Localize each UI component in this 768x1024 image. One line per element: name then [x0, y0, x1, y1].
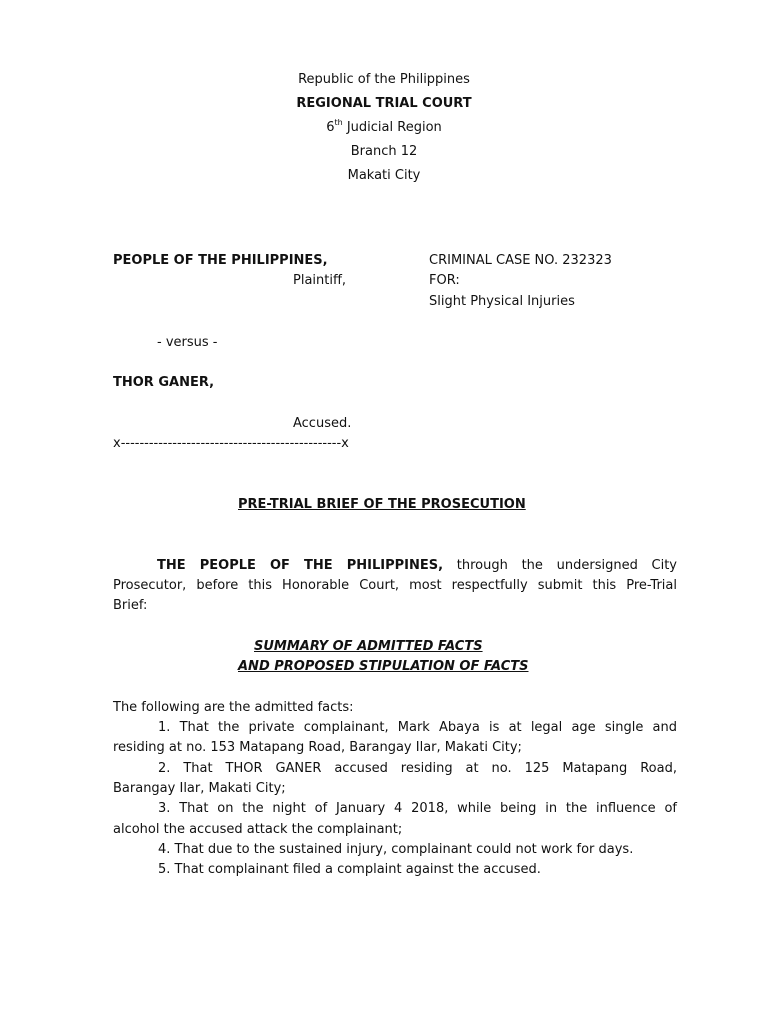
facts-lead: The following are the admitted facts:	[113, 700, 354, 715]
branch-heading: Branch 12	[350, 144, 418, 159]
section-heading-1: SUMMARY OF ADMITTED FACTS	[254, 639, 483, 654]
caption-separator: x-----------------------------------------------x	[113, 436, 349, 451]
region-text: Judicial Region	[342, 120, 442, 135]
fact-3-line-2: alcohol the accused attack the complainant;	[113, 822, 403, 837]
fact-2-line-2: Barangay Ilar, Makati City;	[113, 781, 286, 796]
plaintiff-name: PEOPLE OF THE PHILIPPINES,	[113, 253, 328, 268]
section-heading-2: AND PROPOSED STIPULATION OF FACTS	[238, 659, 529, 674]
plaintiff-role: Plaintiff,	[293, 273, 347, 288]
region-number: 6	[326, 120, 335, 135]
intro-line-3: Brief:	[113, 598, 148, 613]
intro-line-1-rest: through the undersigned City	[443, 558, 678, 573]
court-heading: REGIONAL TRIAL COURT	[296, 96, 472, 111]
fact-2-line-1: 2. That THOR GANER accused residing at no. 125 Matapang Road,	[158, 761, 677, 776]
fact-1-line-2: residing at no. 153 Matapang Road, Barangay Ilar, Makati City;	[113, 740, 522, 755]
document-title: PRE-TRIAL BRIEF OF THE PROSECUTION	[238, 497, 526, 512]
accused-role: Accused.	[293, 416, 352, 431]
judicial-region	[0, 117, 768, 136]
accused-name: THOR GANER,	[113, 375, 215, 390]
fact-1-line-1: 1. That the private complainant, Mark Abaya is at legal age single and	[158, 720, 677, 735]
intro-line-2: Prosecutor, before this Honorable Court, most respectfully submit this Pre-Trial	[113, 578, 677, 593]
fact-4: 4. That due to the sustained injury, complainant could not work for days.	[158, 842, 634, 857]
for-label: FOR:	[429, 273, 460, 288]
offense: Slight Physical Injuries	[429, 294, 575, 309]
case-number: CRIMINAL CASE NO. 232323	[429, 253, 612, 268]
fact-3-line-1: 3. That on the night of January 4 2018, while being in the influence of	[158, 801, 677, 816]
city-heading: Makati City	[347, 168, 421, 183]
versus-text: - versus -	[157, 335, 218, 350]
fact-5: 5. That complainant filed a complaint against the accused.	[158, 862, 541, 877]
region-suffix: th	[334, 117, 343, 127]
intro-lead: THE PEOPLE OF THE PHILIPPINES,	[157, 558, 444, 573]
intro-line-1	[113, 558, 677, 574]
republic-heading: Republic of the Philippines	[298, 72, 470, 87]
